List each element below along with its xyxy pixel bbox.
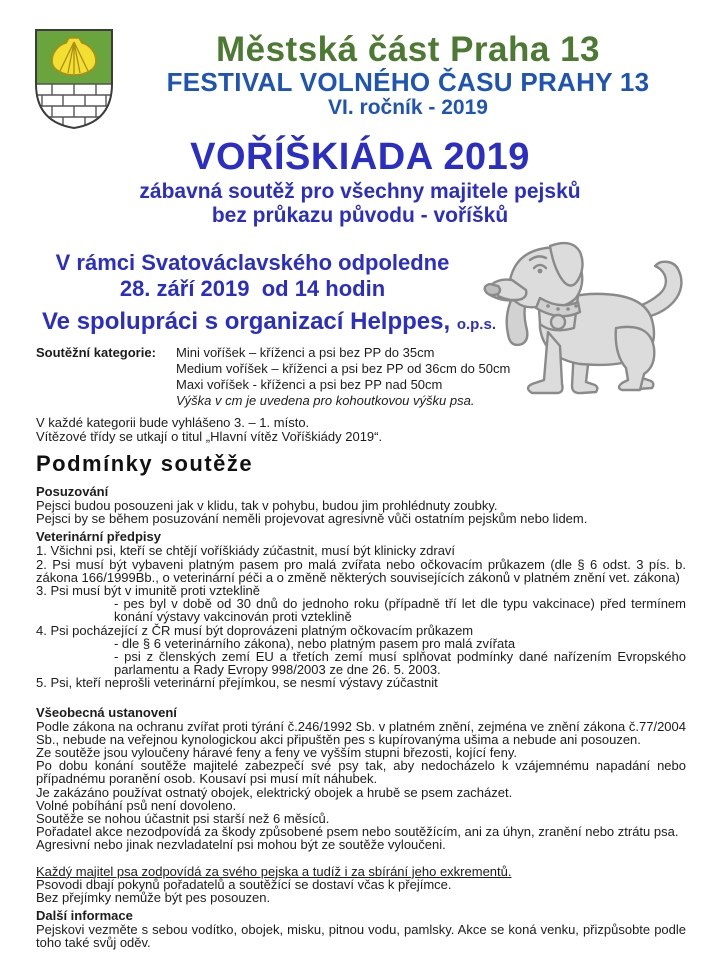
paragraph: Psovodi dbají pokynů pořadatelů a soutěžící se dostaví včas k přejímce. [36,876,452,892]
paragraph: Pořadatel akce nezodpovídá za škody způsobené psem nebo soutěžícím, ani za úhyn, zranění nebo ztrátu psa. [36,824,679,840]
categories-label: Soutěžní kategorie: [36,345,156,360]
vet-item-4-sub-1: - dle § 6 veterinárního zákona), nebo platným pasem pro malá zvířata [114,635,516,651]
occasion-block [0,250,505,302]
paragraph: Pejsci by se během posuzování neměli projevovat agresivně vůči ostatním pejskům nebo lidem. [36,511,588,527]
paragraph: Volné pobíhání psů není dovoleno. [36,797,237,813]
paragraph: Ze soutěže jsou vyloučeny háravé feny a feny ve vyšším stupni březosti, kojící feny. [36,745,517,761]
praha-13-coat-of-arms-icon [30,26,118,132]
section-veterinarni [36,529,686,689]
document-body [36,345,686,953]
paragraph: Soutěže se nohou účastnit psi starší než 6 měsíců. [36,811,330,827]
section-posuzovani [36,484,686,525]
awards-line-2: Vítězové třídy se utkají o titul „Hlavní vítěz Voříškiády 2019“. [36,429,383,444]
section-title: Další informace [36,908,133,924]
event-title-block [0,136,720,228]
owner-responsibility-line: Každý majitel psa zodpovídá za svého pejska a tudíž i za sbírání jeho exkrementů. [36,863,512,879]
event-subtitle-1: zábavná soutěž pro všechny majitele pejsků [139,179,581,203]
section-vseobecna [36,705,686,852]
vet-item-4: 4. Psi pocházející z ČR musí být doprovázeni platným očkovacím průkazem [36,622,474,638]
paragraph: Bez přejímky nemůže být pes posouzen. [36,890,271,906]
municipality-title: Městská část Praha 13 [215,30,601,69]
event-title: VOŘÍŠKIÁDA 2019 [190,136,530,178]
festival-edition: VI. ročník - 2019 [328,95,488,119]
section-title: Posuzování [36,484,109,499]
occasion-line-2: 28. září 2019 od 14 hodin [119,275,386,301]
paragraph: Po dobu konání soutěže majitelé zabezpečí své psy tak, aby nedocházelo k vzájemnému napadání nebo případnému poranění osob. Kousaví psi musí mít náhubek. [36,758,686,787]
festival-title: FESTIVAL VOLNÉHO ČASU PRAHY 13 [166,66,650,97]
cooperation-suffix: o.p.s. [456,316,496,333]
categories-note: Výška v cm je uvedena pro kohoutkovou výšku psa. [176,393,475,408]
paragraph: Agresivní nebo jinak nezvladatelní psi mohou být ze soutěže vyloučeni. [36,837,446,853]
vet-item-3: 3. Psi musí být v imunitě proti vzteklině [36,583,260,599]
section-odpovednost [36,865,686,905]
conditions-heading: Podmínky soutěže [36,451,254,476]
paragraph: Pejsci budou posouzeni jak v klidu, tak v pohybu, budou jim prohlédnuty zoubky. [36,498,498,513]
occasion-line-1: V rámci Svatováclavského odpoledne [55,250,450,275]
paragraph: Je zakázáno používat ostnatý obojek, elektrický obojek a hrubě se psem zacházet. [36,784,513,800]
paragraph: Pejskovi vezměte s sebou vodítko, obojek, misku, pitnou vodu, pamlsky. Akce se koná venku, přizpůsobte podle toho také svůj oděv. [36,922,686,951]
paragraph: Podle zákona na ochranu zvířat proti týrání č.246/1992 Sb. v platném znění, zejména ve znění zákona č.77/2004 Sb., nebude na veřejnou kynologickou akci připuštěn pes s kupírovanýma ušima a nebude ani posouzen. [36,718,686,747]
awards [36,416,686,444]
category-maxi: Maxi voříšek - kříženci a psi bez PP nad 50cm [176,377,443,392]
section-dalsi-informace [36,908,686,949]
vet-item-5: 5. Psi, kteří neprošli veterinární přejímkou, se nesmí výstavy zúčastnit [36,675,438,691]
vet-item-4-sub-2: - psi z členských zemí EU a třetích zemí musí splňovat podmínky dané nařízením Evropského parlamentu a Rady Evropy 998/2003 ze dne 26. 5. 2003. [114,649,686,678]
section-title: Všeobecná ustanovení [36,704,177,720]
awards-line-1: V každé kategorii bude vyhlášeno 3. – 1. místo. [36,415,310,430]
event-subtitle-2: bez průkazu původu - voříšků [211,203,509,227]
vet-item-3-sub: - pes byl v době od 30 dnů do jednoho roku (případně tří let dle typu vakcinace) před termínem konání výstavy vakcinován proti vzteklině [114,596,686,625]
categories [36,345,686,409]
header [118,32,698,119]
vet-item-1: 1. Všichni psi, kteří se chtějí voříškiády zúčastnit, musí být klinicky zdraví [36,543,456,559]
category-medium: Medium voříšek – kříženci a psi bez PP od 36cm do 50cm [176,361,511,376]
category-mini: Mini voříšek – kříženci a psi bez PP do 35cm [176,345,435,360]
vet-item-2: 2. Psi musí být vybaveni platným pasem pro malá zvířata nebo očkovacím průkazem (dle § 6 odst. 3 pís. b. zákona 166/1999Bb., o veterinární péči a o změně některých souvisejících zákonů v platném znění vet. zákona) [36,556,686,585]
section-title: Veterinární předpisy [36,529,161,545]
cooperation-text: Ve spolupráci s organizací Helppes, [42,308,457,335]
